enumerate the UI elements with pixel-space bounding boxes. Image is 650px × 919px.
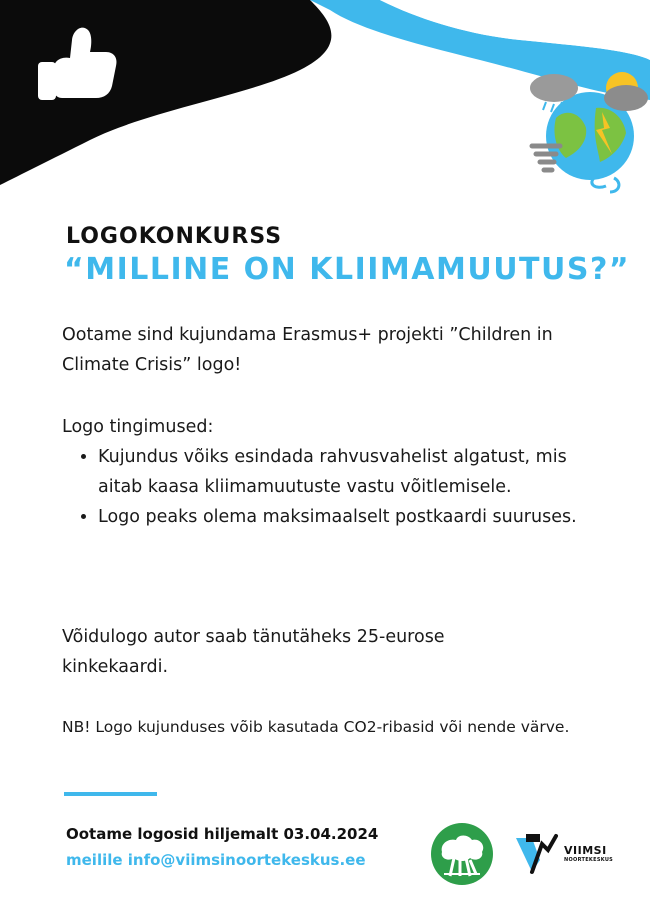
page-subtitle: “MILLINE ON KLIIMAMUUTUS?” [64, 252, 631, 287]
conditions-list [62, 442, 598, 532]
condition-item: • Kujundus võiks esindada rahvusvahelist algatust, mis aitab kaasa kliimamuutuste vastu võitlemisele. [98, 442, 598, 502]
condition-item: • Logo peaks olema maksimaalselt postkaardi suuruses. [98, 502, 598, 532]
tree-logo-icon [430, 822, 494, 886]
page-title: LOGOKONKURSS [66, 224, 283, 249]
contact-email[interactable]: meilile info@viimsinoortekeskus.ee [66, 851, 366, 869]
viimsi-logo-subtitle: NOORTEKESKUS [564, 857, 614, 863]
note-paragraph: NB! Logo kujunduses võib kasutada CO2-ribasid või nende värve. [62, 718, 570, 736]
viimsi-logo-name: VIIMSI [564, 844, 607, 857]
divider [64, 792, 157, 796]
prize-paragraph: Võidulogo autor saab tänutäheks 25-eurose kinkekaardi. [62, 627, 445, 677]
climate-earth-icon [526, 58, 650, 198]
conditions-label: Logo tingimused: [62, 417, 214, 437]
intro-paragraph: Ootame sind kujundama Erasmus+ projekti ”Children in Climate Crisis” logo! [62, 325, 553, 375]
deadline-text: Ootame logosid hiljemalt 03.04.2024 [66, 825, 379, 843]
